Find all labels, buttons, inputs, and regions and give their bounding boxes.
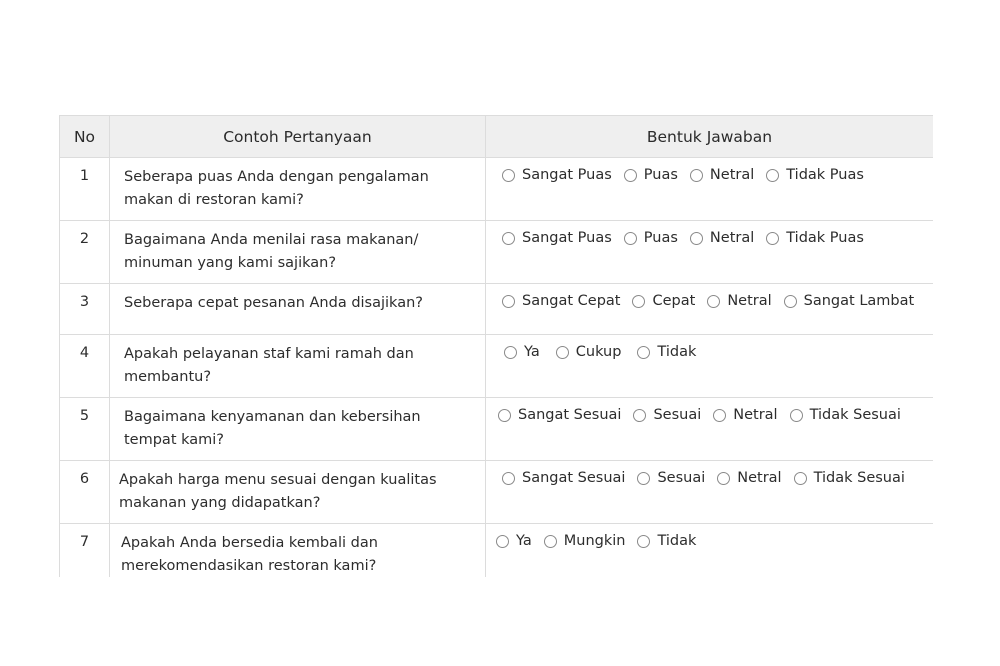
option-tidak-sesuai[interactable] [794, 470, 905, 486]
option-label: Ya [516, 533, 532, 549]
option-mungkin[interactable] [544, 533, 626, 549]
option-netral[interactable] [713, 407, 777, 423]
radio-icon[interactable] [784, 295, 797, 308]
table-row [60, 461, 934, 524]
option-tidak-sesuai[interactable] [790, 407, 901, 423]
answer-options [486, 461, 934, 524]
option-puas[interactable] [624, 167, 678, 183]
radio-icon[interactable] [633, 409, 646, 422]
radio-icon[interactable] [794, 472, 807, 485]
option-puas[interactable] [624, 230, 678, 246]
row-number: 5 [60, 398, 110, 461]
row-number: 6 [60, 461, 110, 524]
row-number: 1 [60, 158, 110, 221]
table-row [60, 284, 934, 335]
option-sesuai[interactable] [633, 407, 701, 423]
answer-options [486, 335, 934, 398]
option-netral[interactable] [707, 293, 771, 309]
option-label: Sesuai [657, 470, 706, 486]
table-row [60, 398, 934, 461]
option-label: Puas [643, 230, 678, 246]
option-tidak[interactable] [637, 344, 696, 360]
header-no: No [60, 116, 110, 158]
option-label: Tidak Puas [786, 167, 864, 183]
row-number: 7 [60, 524, 110, 578]
radio-icon[interactable] [504, 346, 517, 359]
answer-options [486, 284, 934, 335]
table-row [60, 335, 934, 398]
option-sesuai[interactable] [637, 470, 705, 486]
option-label: Sangat Sesuai [518, 407, 622, 423]
table-row [60, 158, 934, 221]
option-label: Puas [643, 167, 678, 183]
radio-icon[interactable] [637, 535, 650, 548]
question-text: Bagaimana kenyamanan dan kebersihan tempat kami? [110, 398, 486, 461]
option-sangat-puas[interactable] [502, 167, 612, 183]
radio-icon[interactable] [502, 232, 515, 245]
radio-icon[interactable] [556, 346, 569, 359]
option-sangat-cepat[interactable] [502, 293, 620, 309]
radio-icon[interactable] [766, 169, 779, 182]
survey-table-container [59, 115, 933, 577]
option-cukup[interactable] [556, 344, 622, 360]
radio-icon[interactable] [766, 232, 779, 245]
option-netral[interactable] [690, 230, 754, 246]
row-number: 4 [60, 335, 110, 398]
survey-question-table [59, 115, 933, 577]
option-tidak-puas[interactable] [766, 230, 864, 246]
option-tidak-puas[interactable] [766, 167, 864, 183]
answer-options [486, 221, 934, 284]
radio-icon[interactable] [544, 535, 557, 548]
question-text: Apakah harga menu sesuai dengan kualitas makanan yang didapatkan? [110, 461, 486, 524]
option-sangat-puas[interactable] [502, 230, 612, 246]
option-sangat-sesuai[interactable] [502, 470, 625, 486]
option-netral[interactable] [717, 470, 781, 486]
radio-icon[interactable] [690, 232, 703, 245]
radio-icon[interactable] [707, 295, 720, 308]
row-number: 3 [60, 284, 110, 335]
radio-icon[interactable] [502, 169, 515, 182]
option-label: Tidak [657, 344, 697, 360]
option-label: Sangat Lambat [803, 293, 915, 309]
header-question: Contoh Pertanyaan [110, 116, 486, 158]
option-label: Ya [524, 344, 540, 360]
option-cepat[interactable] [632, 293, 695, 309]
radio-icon[interactable] [790, 409, 803, 422]
answer-options [486, 158, 934, 221]
radio-icon[interactable] [637, 472, 650, 485]
option-label: Tidak [657, 533, 697, 549]
radio-icon[interactable] [717, 472, 730, 485]
question-text: Bagaimana Anda menilai rasa makanan/ minuman yang kami sajikan? [110, 221, 486, 284]
option-label: Sangat Puas [522, 230, 612, 246]
option-label: Netral [709, 230, 755, 246]
answer-options [486, 398, 934, 461]
table-header-row [60, 116, 934, 158]
option-label: Sangat Puas [522, 167, 612, 183]
table-row [60, 524, 934, 578]
question-text: Apakah Anda bersedia kembali dan merekomendasikan restoran kami? [110, 524, 486, 578]
radio-icon[interactable] [637, 346, 650, 359]
answer-options [486, 524, 934, 578]
radio-icon[interactable] [502, 472, 515, 485]
option-ya[interactable] [504, 344, 540, 360]
option-label: Sangat Cepat [522, 293, 621, 309]
option-tidak[interactable] [637, 533, 696, 549]
option-label: Tidak Sesuai [813, 470, 905, 486]
radio-icon[interactable] [690, 169, 703, 182]
option-label: Netral [709, 167, 755, 183]
radio-icon[interactable] [496, 535, 509, 548]
option-label: Sesuai [653, 407, 702, 423]
option-label: Netral [733, 407, 778, 423]
radio-icon[interactable] [632, 295, 645, 308]
option-label: Sangat Sesuai [522, 470, 626, 486]
option-sangat-sesuai[interactable] [498, 407, 621, 423]
option-label: Cukup [575, 344, 622, 360]
radio-icon[interactable] [624, 232, 637, 245]
radio-icon[interactable] [502, 295, 515, 308]
table-row [60, 221, 934, 284]
question-text: Seberapa puas Anda dengan pengalaman makan di restoran kami? [110, 158, 486, 221]
option-sangat-lambat[interactable] [784, 293, 915, 309]
header-answer: Bentuk Jawaban [486, 116, 934, 158]
radio-icon[interactable] [498, 409, 511, 422]
option-label: Mungkin [563, 533, 626, 549]
radio-icon[interactable] [713, 409, 726, 422]
question-text: Apakah pelayanan staf kami ramah dan membantu? [110, 335, 486, 398]
option-ya[interactable] [496, 533, 532, 549]
option-label: Netral [737, 470, 782, 486]
radio-icon[interactable] [624, 169, 637, 182]
option-label: Cepat [652, 293, 696, 309]
row-number: 2 [60, 221, 110, 284]
option-label: Netral [727, 293, 772, 309]
question-text: Seberapa cepat pesanan Anda disajikan? [110, 284, 486, 335]
option-label: Tidak Puas [786, 230, 864, 246]
option-label: Tidak Sesuai [809, 407, 901, 423]
option-netral[interactable] [690, 167, 754, 183]
